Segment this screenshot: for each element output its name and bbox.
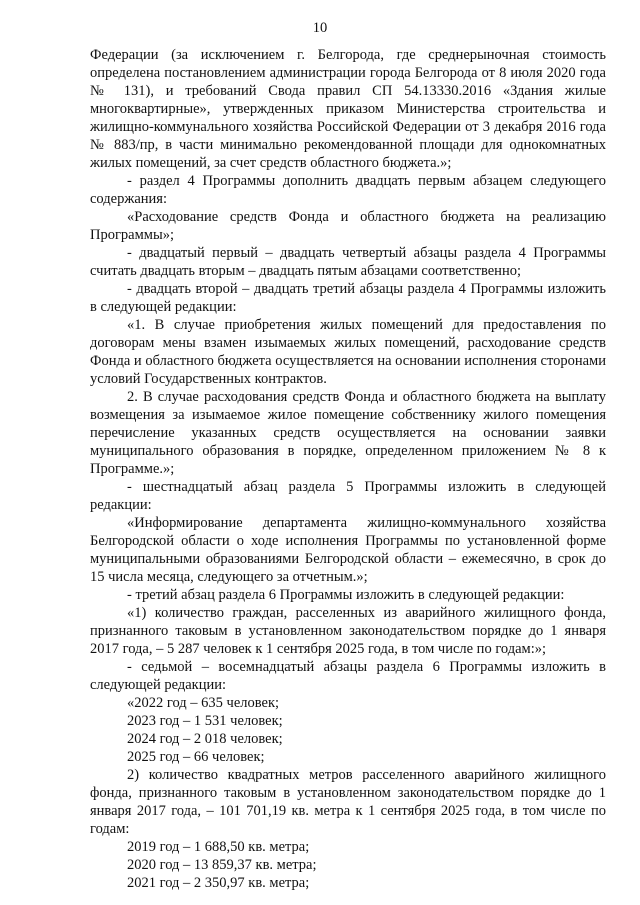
paragraph: 2. В случае расходования средств Фонда и областного бюджета на выплату возмещения за изымаемое жилое помещение собственнику жилого помещения перечисление указанных средств осуществляется на основании заявки муниципального образования в порядке, определенном приложением № 8 к Программе.»; [90,389,606,477]
paragraph: 2020 год – 13 859,37 кв. метра; [127,857,317,873]
paragraph: 2021 год – 2 350,97 кв. метра; [127,875,310,891]
paragraph: «1. В случае приобретения жилых помещений для предоставления по договорам мены взамен изымаемых жилых помещений, расходование средств Фонда и областного бюджета осуществляется на основании исполнения сторонами условий Государственных контрактов. [90,317,606,387]
paragraph: 2019 год – 1 688,50 кв. метра; [127,839,310,855]
paragraph: - двадцать второй – двадцать третий абзацы раздела 4 Программы изложить в следующей редакции: [90,281,606,315]
paragraph: 2023 год – 1 531 человек; [127,713,283,729]
paragraph: «Информирование департамента жилищно-коммунального хозяйства Белгородской области о ходе исполнения Программы по установленной форме муниципальными образованиями Белгородской области – ежемесячно, в срок до 15 числа месяца, следующего за отчетным.»; [90,515,606,585]
paragraph: - шестнадцатый абзац раздела 5 Программы изложить в следующей редакции: [90,479,606,513]
paragraph: 2024 год – 2 018 человек; [127,731,283,747]
paragraph: «1) количество граждан, расселенных из аварийного жилищного фонда, признанного таковым в установленном законодательством порядке до 1 января 2017 года, – 5 287 человек к 1 сентября 2025 года, в том числе по годам:»; [90,605,606,657]
paragraph: 2025 год – 66 человек; [127,749,265,765]
document-body [90,46,606,892]
paragraph: Федерации (за исключением г. Белгорода, где среднерыночная стоимость определена постановлением администрации города Белгорода от 8 июля 2020 года № 131), и требований Свода правил СП 54.13330.2016 «Здания жилые многоквартирные», утвержденных приказом Министерства строительства и жилищно-коммунального хозяйства Российской Федерации от 3 декабря 2016 года № 883/пр, в части минимально рекомендованной площади для однокомнатных жилых помещений, за счет средств областного бюджета.»; [90,47,606,171]
paragraph: «Расходование средств Фонда и областного бюджета на реализацию Программы»; [90,209,606,243]
page-number: 10 [312,20,328,36]
paragraph: - седьмой – восемнадцатый абзацы раздела 6 Программы изложить в следующей редакции: [90,659,606,693]
paragraph: - двадцатый первый – двадцать четвертый абзацы раздела 4 Программы считать двадцать вторым – двадцать пятым абзацами соответственно; [90,245,606,279]
paragraph: 2) количество квадратных метров расселенного аварийного жилищного фонда, признанного таковым в установленном законодательством порядке до 1 января 2017 года, – 101 701,19 кв. метра к 1 сентября 2025 года, в том числе по годам: [90,767,606,837]
paragraph: «2022 год – 635 человек; [127,695,280,711]
paragraph: - третий абзац раздела 6 Программы изложить в следующей редакции: [127,587,565,603]
paragraph: - раздел 4 Программы дополнить двадцать первым абзацем следующего содержания: [90,173,606,207]
